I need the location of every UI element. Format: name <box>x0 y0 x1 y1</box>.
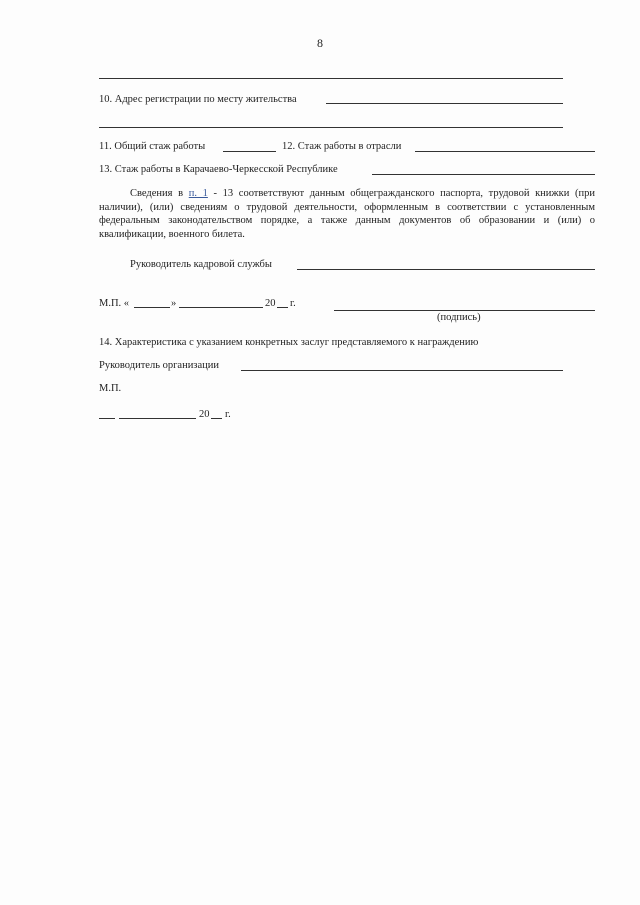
page-number: 8 <box>317 36 323 50</box>
year-prefix: 20 <box>265 298 276 309</box>
field-14-label: 14. Характеристика с указанием конкретных заслуг представляемого к награждению <box>99 337 479 348</box>
field-13-input[interactable] <box>372 174 595 175</box>
field-10-continuation[interactable] <box>99 127 563 128</box>
mp-label: М.П. « <box>99 298 130 309</box>
day-input[interactable] <box>134 307 170 308</box>
org-mp-label: М.П. <box>99 383 122 394</box>
field-10-input[interactable] <box>326 103 563 104</box>
org-month-input[interactable] <box>119 418 196 419</box>
signature-caption: (подпись) <box>437 312 481 323</box>
month-input[interactable] <box>179 307 263 308</box>
field-13-label: 13. Стаж работы в Карачаево-Черкесской Республике <box>99 164 338 175</box>
hr-head-input[interactable] <box>297 269 595 270</box>
hr-head-label: Руководитель кадровой службы <box>130 259 272 270</box>
blank-line-top[interactable] <box>99 78 563 79</box>
paragraph-text-rest: - 13 соответствуют данным общегражданского паспорта, трудовой книжки (при наличии), (или) сведениям о трудовой деятельности, оформленным в соответствии с установленным федеральным законодательством порядке, а также данным документов об образовании и (или) о квалификации, военного билета. <box>99 188 596 240</box>
info-paragraph <box>99 187 595 241</box>
field-12-label: 12. Стаж работы в отрасли <box>282 141 402 152</box>
field-10-label: 10. Адрес регистрации по месту жительства <box>99 94 297 105</box>
org-head-input[interactable] <box>241 370 563 371</box>
field-11-label: 11. Общий стаж работы <box>99 141 206 152</box>
signature-line[interactable] <box>334 310 595 311</box>
year-input[interactable] <box>277 307 288 308</box>
quote-close: » <box>171 298 177 309</box>
item-1-link[interactable]: п. 1 <box>188 188 208 199</box>
paragraph-text-start: Сведения в <box>130 188 189 199</box>
org-head-label: Руководитель организации <box>99 360 219 371</box>
org-year-input[interactable] <box>211 418 222 419</box>
field-11-input[interactable] <box>223 151 276 152</box>
year-suffix: г. <box>290 298 296 309</box>
field-12-input[interactable] <box>415 151 595 152</box>
org-year-suffix: г. <box>225 409 231 420</box>
org-day-input[interactable] <box>99 418 115 419</box>
org-year-prefix: 20 <box>199 409 210 420</box>
